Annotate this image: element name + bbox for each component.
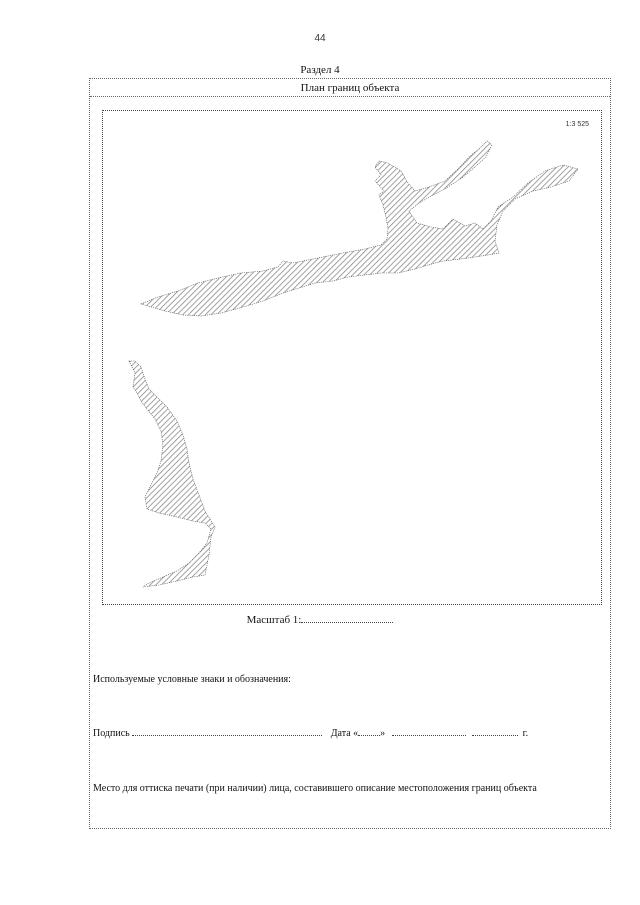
map-drawing xyxy=(103,111,601,604)
lower-parcel-shape xyxy=(129,361,215,587)
scale-label: Масштаб 1: xyxy=(246,614,302,626)
map-scale-label: 1:3 525 xyxy=(565,121,589,128)
scale-row xyxy=(0,612,640,626)
form-frame xyxy=(89,78,611,829)
date-year-field[interactable] xyxy=(472,726,518,736)
signature-blank-field[interactable] xyxy=(132,726,322,736)
legend-label: Используемые условные знаки и обозначения: xyxy=(93,674,291,685)
date-label: Дата « xyxy=(330,728,359,739)
stamp-place-text: Место для оттиска печати (при наличии) лица, составившего описание местоположения границ объекта xyxy=(93,783,537,794)
signature-label: Подпись xyxy=(93,728,130,739)
date-day-field[interactable] xyxy=(358,726,380,736)
frame-title: План границ объекта xyxy=(90,79,610,97)
year-suffix: г. xyxy=(522,728,529,739)
upper-parcel-shape xyxy=(141,141,578,316)
page-number: 44 xyxy=(314,33,326,44)
boundary-map xyxy=(102,110,602,605)
date-quote-close: » xyxy=(380,728,386,739)
date-month-field[interactable] xyxy=(392,726,466,736)
signature-row xyxy=(93,726,593,739)
scale-blank-field[interactable] xyxy=(301,612,393,623)
section-title: Раздел 4 xyxy=(300,64,340,76)
